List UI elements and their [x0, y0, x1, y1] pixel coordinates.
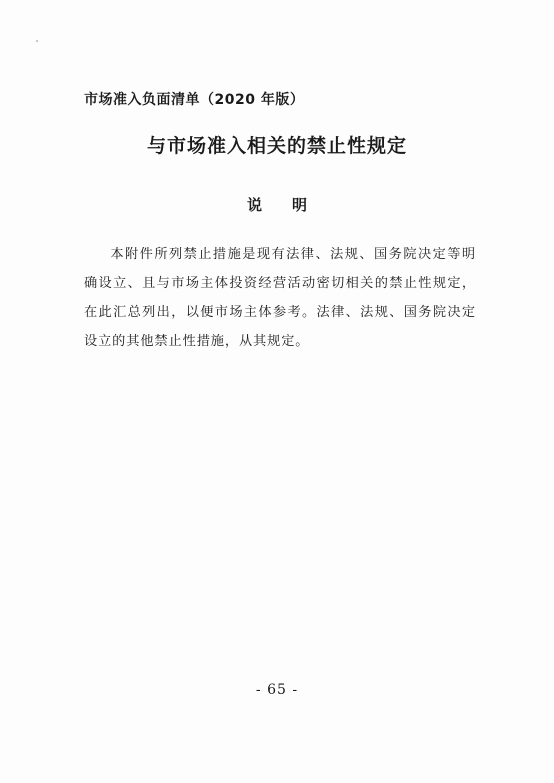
page-number: - 65 - — [255, 682, 299, 698]
body-paragraph: 本附件所列禁止措施是现有法律、法规、国务院决定等明确设立、且与市场主体投资经营活动密切相关的禁止性规定，在此汇总列出，以便市场主体参考。法律、法规、国务院决定设立的其他禁止性措施，从其规定。 — [84, 247, 476, 349]
page-title: 与市场准入相关的禁止性规定 — [146, 135, 407, 157]
section-heading: 说明 — [246, 196, 337, 214]
scan-mark — [36, 40, 38, 42]
document-header: 市场准入负面清单（2020 年版） — [84, 92, 305, 108]
